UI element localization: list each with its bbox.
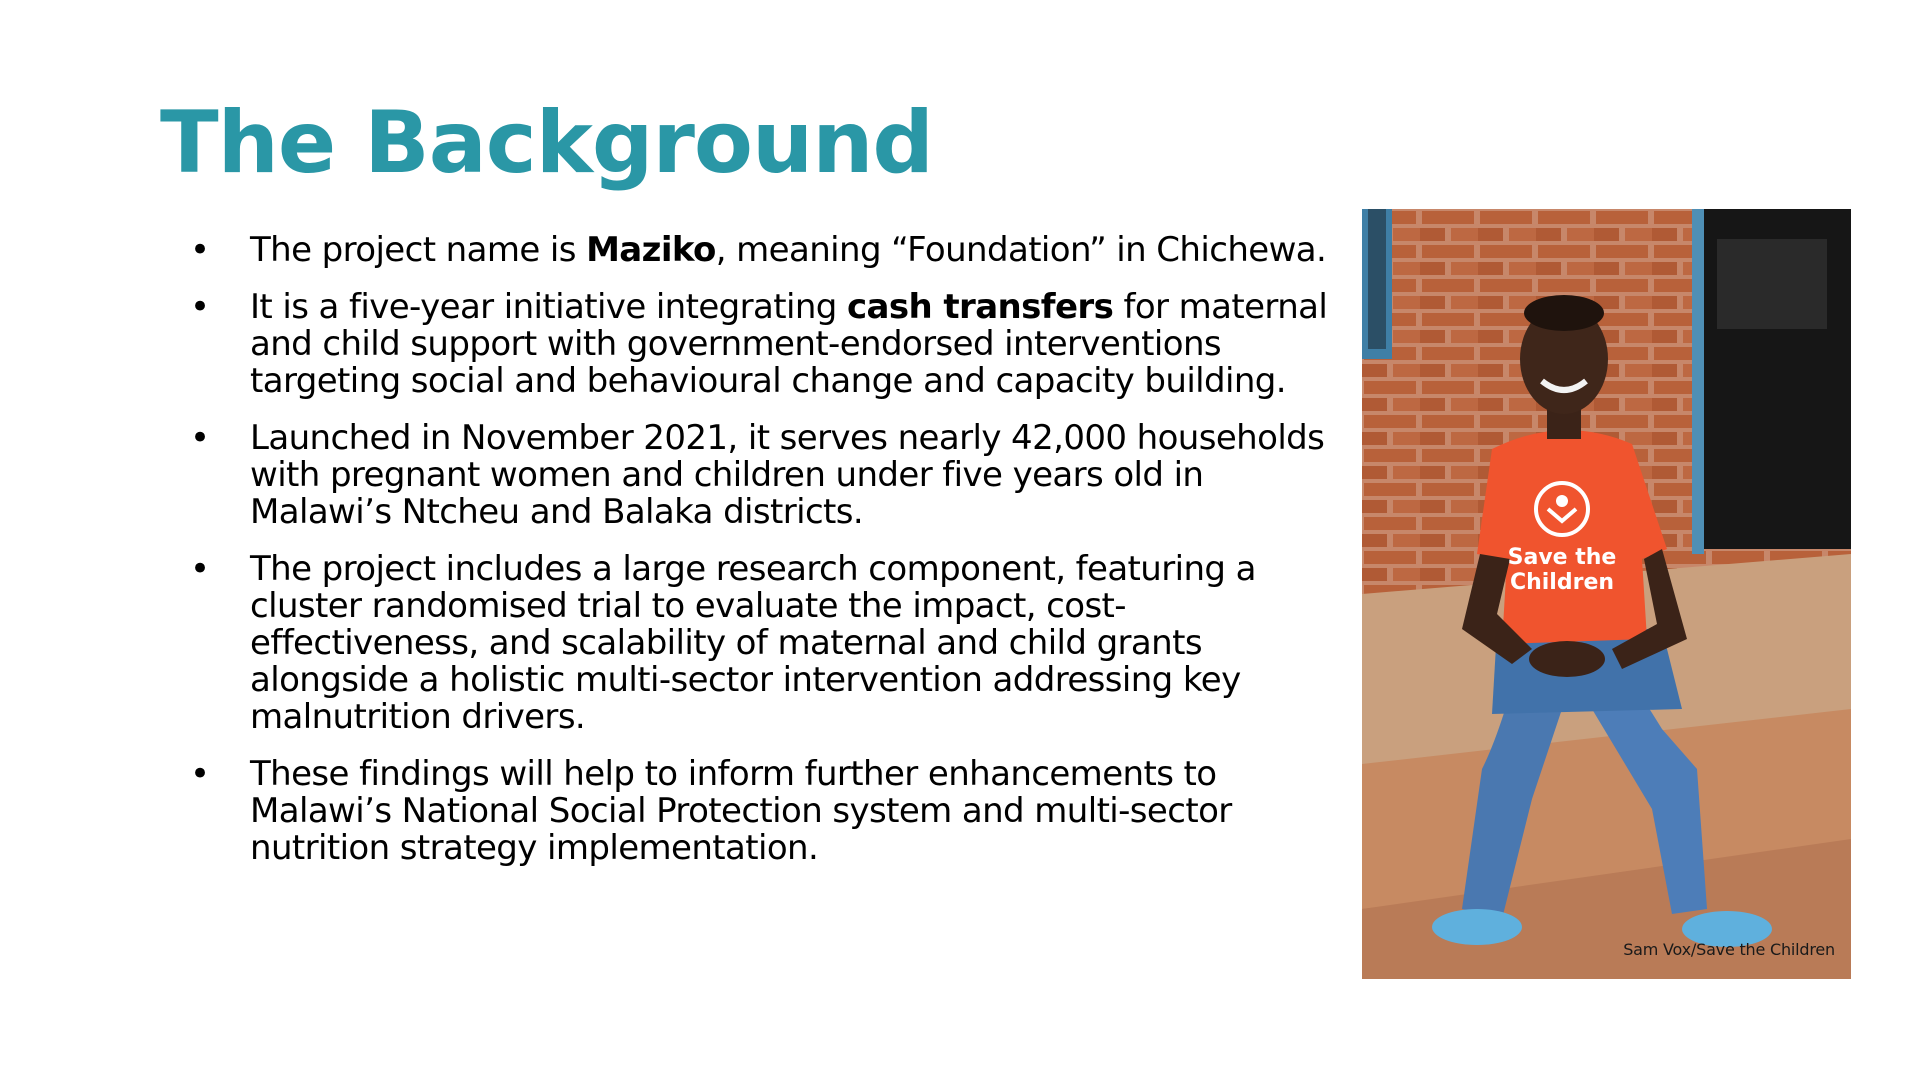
bullet-text: These findings will help to inform further enhancements to Malawi’s National Social Protection system and multi-sector nutrition strategy implementation. <box>250 754 1232 868</box>
bullet-text: Launched in November 2021, it serves nearly 42,000 households with pregnant women and children under five years old in Malawi’s Ntcheu and Balaka districts. <box>250 418 1325 532</box>
bullet-icon: • <box>190 418 210 458</box>
bullet-text: The project name is <box>250 230 587 270</box>
bullet-text: for maternal and child support with government-endorsed interventions targeting social and behavioural change and capacity building. <box>250 287 1328 401</box>
bullet-bold-text: Maziko <box>586 230 716 270</box>
photo-man-sitting <box>1362 209 1851 979</box>
bullet-bold-text: cash transfers <box>847 287 1114 327</box>
bullet-text: , meaning “Foundation” in Chichewa. <box>715 230 1327 270</box>
bullet-icon: • <box>190 230 210 270</box>
photo-credit: Sam Vox/Save the Children <box>1623 940 1835 959</box>
bullet-list <box>190 232 1340 887</box>
bullet-item <box>190 756 1340 867</box>
bullet-item <box>190 420 1340 531</box>
hands <box>1529 641 1605 677</box>
bullet-item <box>190 232 1340 269</box>
photo-illustration <box>1362 209 1851 979</box>
bullet-icon: • <box>190 549 210 589</box>
shirt-text-line2: Children <box>1509 570 1615 595</box>
bullet-item <box>190 289 1340 400</box>
slide-title: The Background <box>160 93 933 193</box>
bullet-item <box>190 551 1340 736</box>
bullet-text: The project includes a large research component, featuring a cluster randomised trial to evaluate the impact, cost-effectiveness, and scalability of maternal and child grants alongside a holistic multi-sector intervention addressing key malnutrition drivers. <box>250 549 1256 737</box>
left-sneaker <box>1432 909 1522 945</box>
bullet-icon: • <box>190 287 210 327</box>
shirt-text-line1: Save the <box>1507 545 1617 570</box>
bullet-icon: • <box>190 754 210 794</box>
bullet-text: It is a five-year initiative integrating <box>250 287 847 327</box>
